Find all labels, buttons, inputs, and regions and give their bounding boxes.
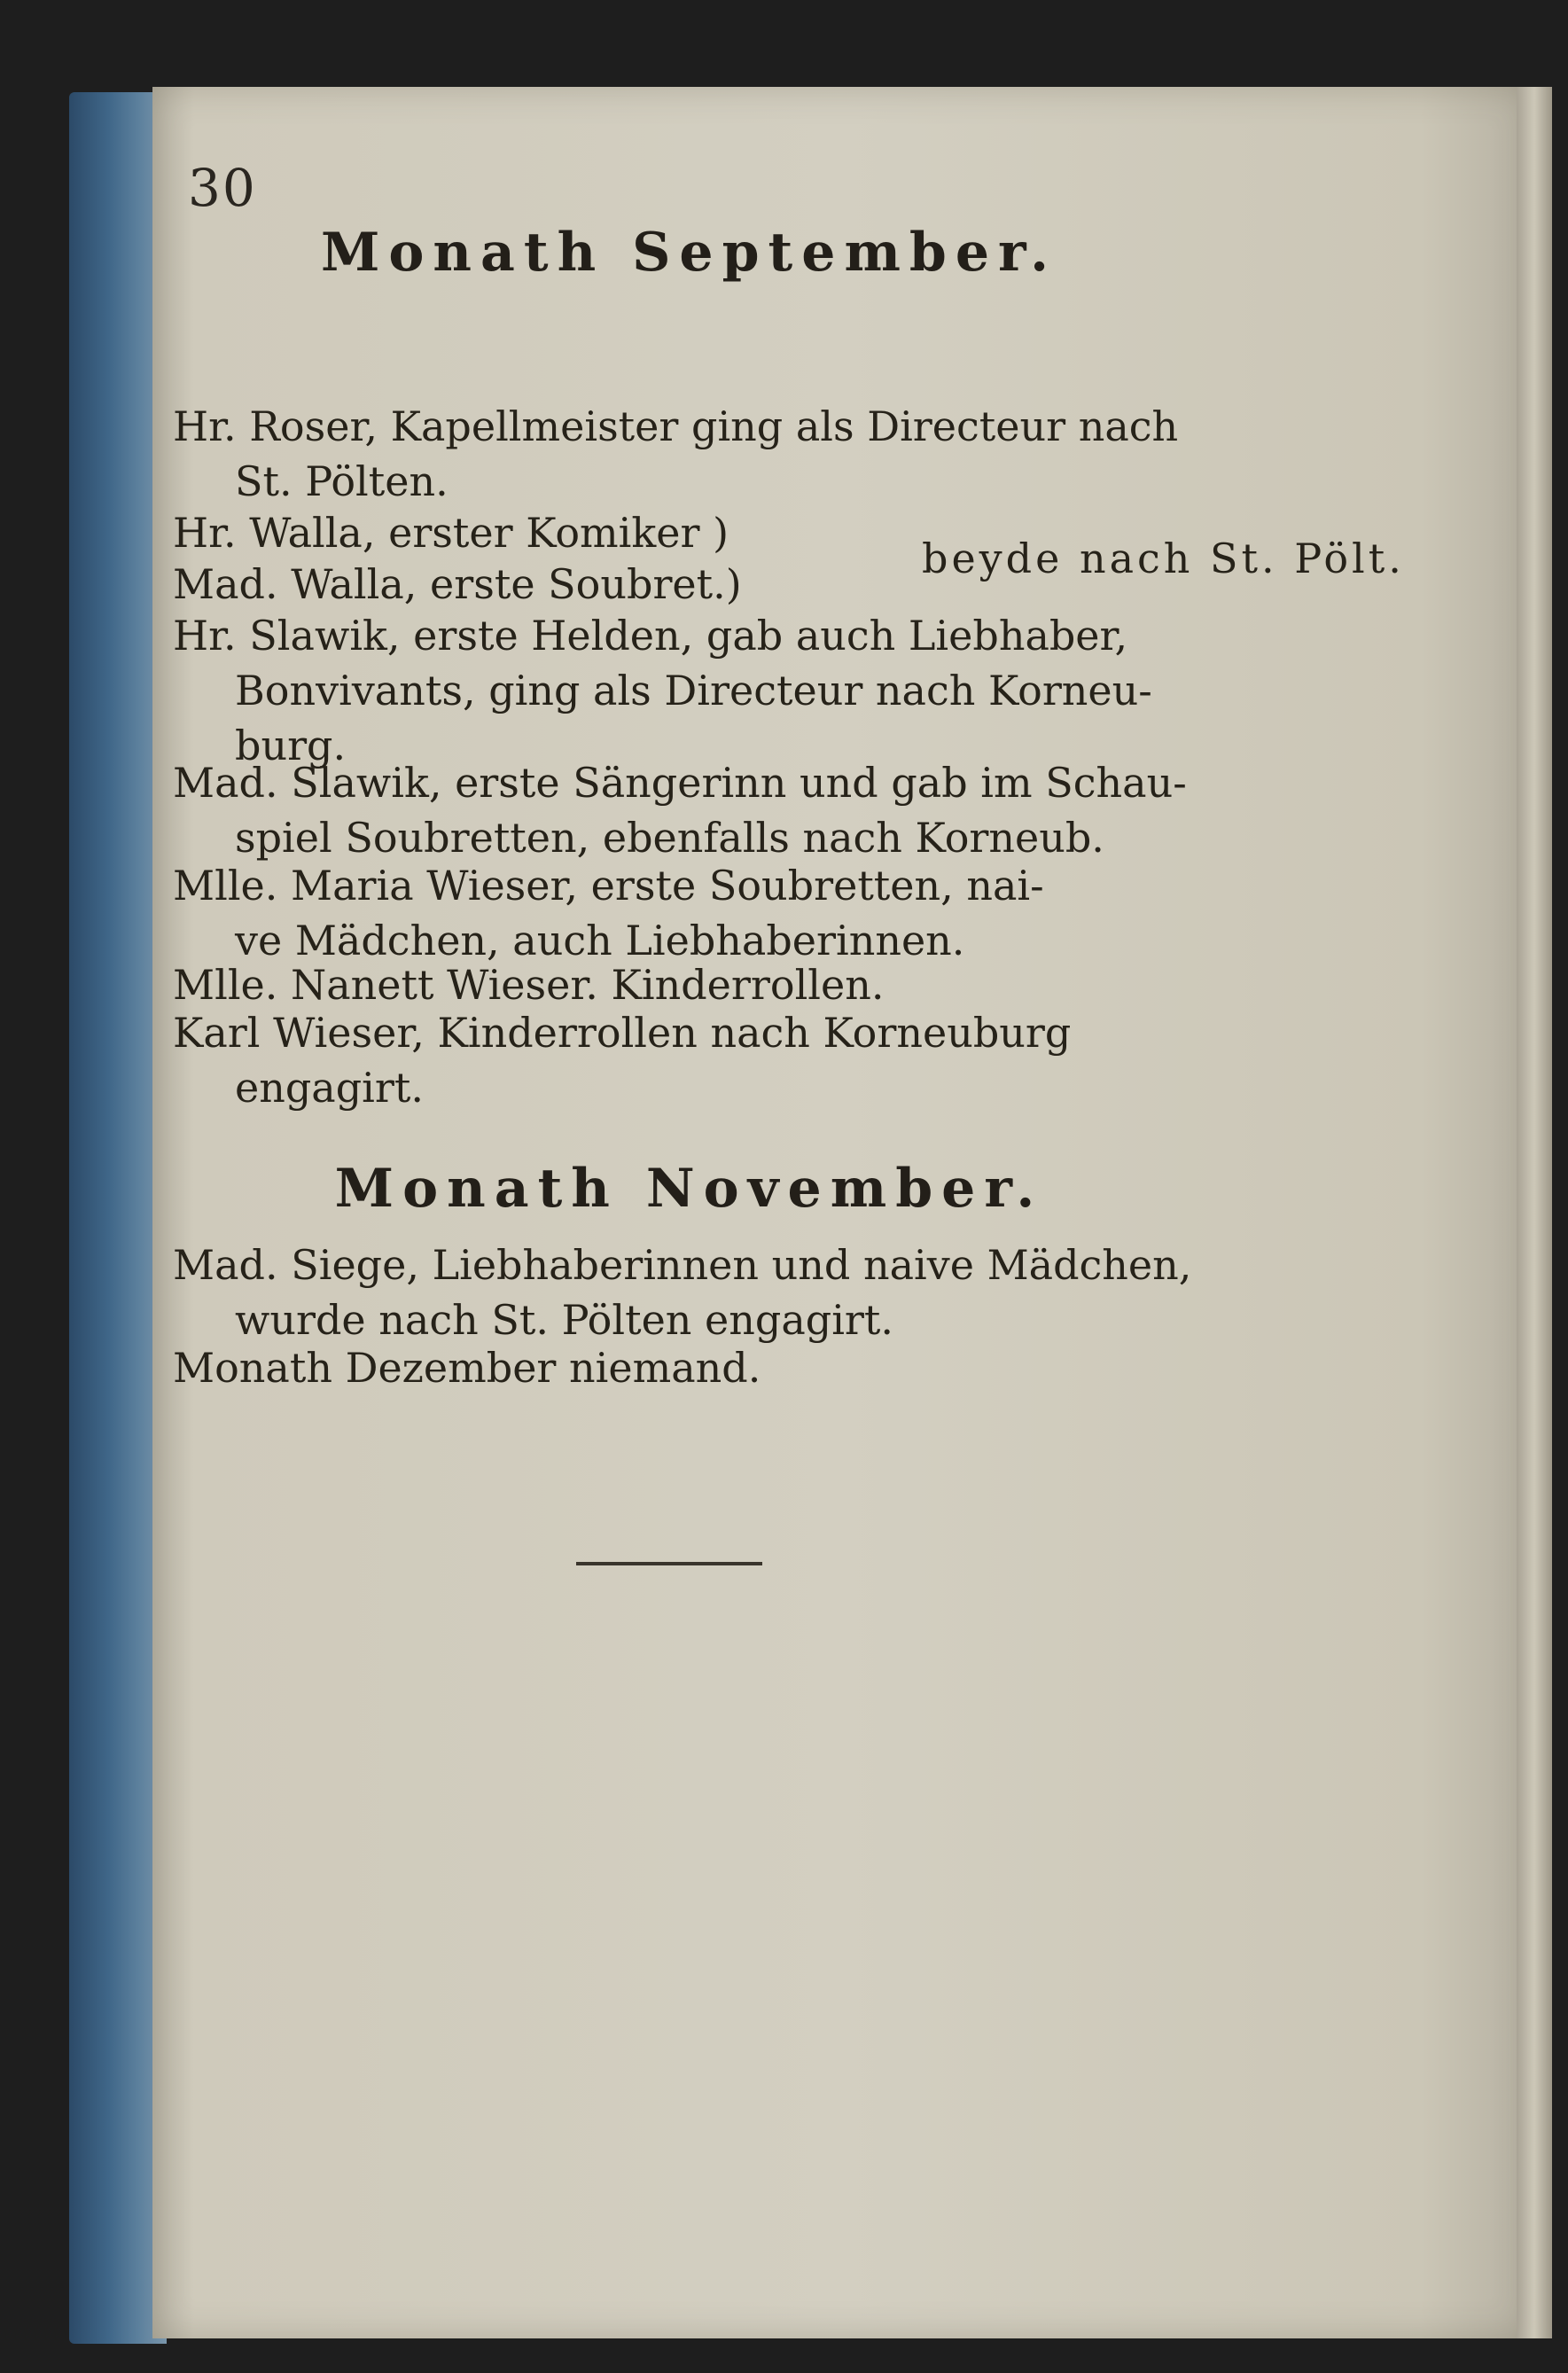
entry-line: Hr. Walla, erster Komiker ): [173, 509, 729, 557]
entry-continuation: burg.: [235, 722, 347, 769]
entry-line: Mlle. Maria Wieser, erste Soubretten, nai-: [173, 862, 1044, 909]
entry-continuation: engagirt.: [235, 1064, 424, 1112]
heading-september: Monath September.: [320, 222, 1058, 284]
entry-line: Hr. Slawik, erste Helden, gab auch Liebhaber,: [173, 612, 1128, 660]
entry-nanett-wieser: [173, 957, 1343, 1012]
entry-slawik-hr: [173, 608, 1343, 773]
entry-continuation: ve Mädchen, auch Liebhaberinnen.: [235, 917, 965, 964]
entry-continuation: St. Pölten.: [235, 457, 449, 505]
entry-walla-hr: [173, 505, 793, 560]
entry-siege: [173, 1237, 1343, 1347]
entry-line: Hr. Roser, Kapellmeister ging als Directeur nach: [173, 402, 1179, 450]
entry-walla-mad: [173, 557, 793, 612]
walla-note: beyde nach St. Pölt.: [922, 535, 1405, 582]
entry-continuation: wurde nach St. Pölten engagirt.: [235, 1296, 894, 1344]
entry-line: Karl Wieser, Kinderrollen nach Korneuburg: [173, 1009, 1072, 1057]
page-number: 30: [188, 158, 257, 218]
entry-line: Mad. Slawik, erste Sängerinn und gab im Schau-: [173, 759, 1187, 807]
entry-maria-wieser: [173, 858, 1343, 968]
entry-continuation: spiel Soubretten, ebenfalls nach Korneub.: [235, 814, 1104, 862]
entry-karl-wieser: [173, 1005, 1343, 1115]
entry-continuation: Bonvivants, ging als Directeur nach Korneu-: [235, 667, 1152, 714]
section-rule: [576, 1562, 762, 1565]
entry-dezember: [173, 1340, 1343, 1395]
entry-line: Monath Dezember niemand.: [173, 1344, 761, 1392]
heading-november: Monath November.: [334, 1158, 1044, 1220]
entry-slawik-mad: [173, 755, 1343, 865]
entry-line: Mlle. Nanett Wieser. Kinderrollen.: [173, 961, 885, 1009]
entry-line: Mad. Siege, Liebhaberinnen und naive Mädchen,: [173, 1241, 1192, 1289]
page-fold: [1517, 87, 1552, 2338]
entry-roser: [173, 399, 1343, 509]
entry-line: Mad. Walla, erste Soubret.): [173, 560, 742, 608]
